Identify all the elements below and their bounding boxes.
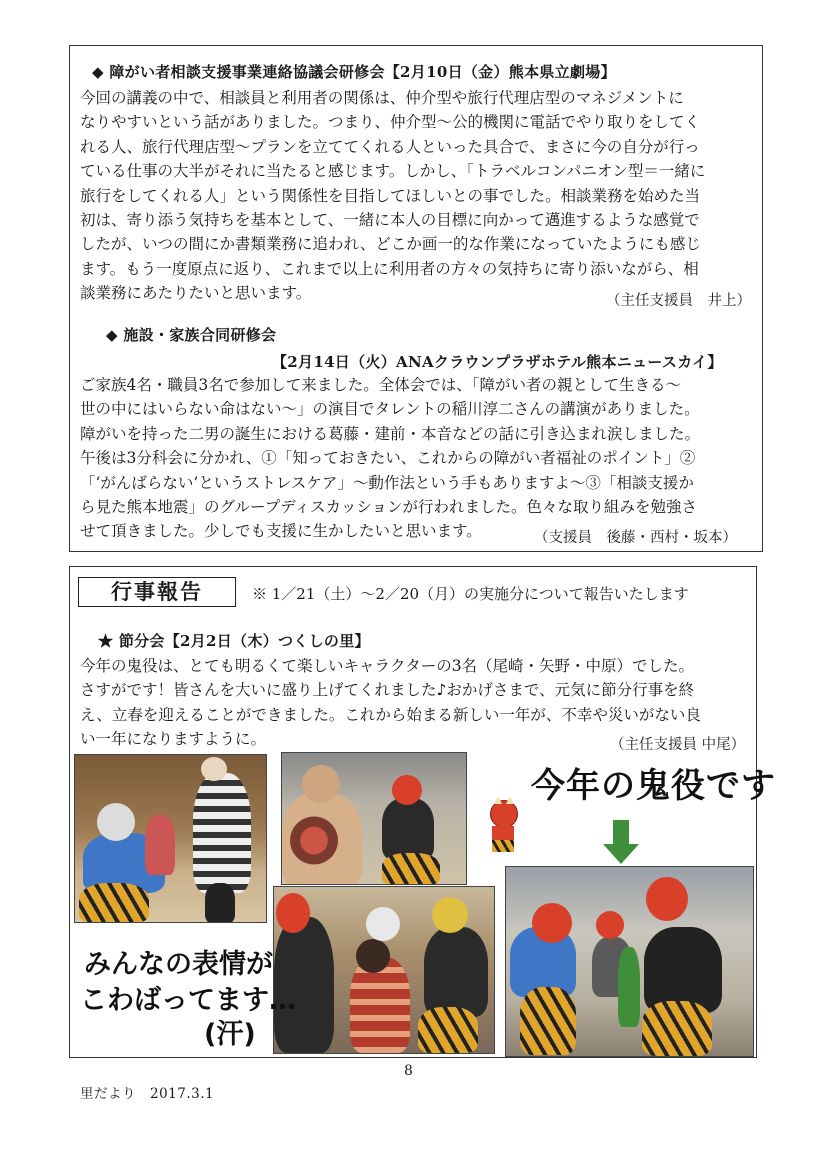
body-line: 障がいを持った二男の誕生における葛藤・建前・本音などの話に引き込まれ涙しました。 xyxy=(80,424,701,443)
body-line: 午後は3分科会に分かれ、①「知っておきたい、これからの障がい者福祉のポイント」② xyxy=(80,449,696,468)
body-line: 初は、寄り添う気持ちを基本として、一緒に本人の目標に向かって邁進するような感覚で xyxy=(80,211,700,230)
event-report-note: ※ 1／21（土）～2／20（月）の実施分について報告いたします xyxy=(252,585,689,603)
page-number: 8 xyxy=(404,1063,413,1079)
arrow-down-icon xyxy=(603,820,639,866)
body-line: 世の中にはいらない命はない～」の演目でタレントの稲川淳二さんの講演がありました。 xyxy=(80,400,700,419)
body-line: ら見た熊本地震」のグループディスカッションが行われました。色々な取り組みを勉強さ xyxy=(80,498,698,517)
section2-heading: ◆ 施設・家族合同研修会 xyxy=(106,326,277,344)
body-line: い一年になりますように。 xyxy=(80,730,267,749)
section2-signature: （支援員 後藤・西村・坂本） xyxy=(534,530,737,546)
section1-heading: ◆ 障がい者相談支援事業連絡協議会研修会【2月10日（金）熊本県立劇場】 xyxy=(92,63,616,81)
section1-body xyxy=(80,86,756,306)
caption-line-1: みんなの表情が xyxy=(84,949,273,980)
body-line: 「‘がんばらない’というストレスケア」～動作法という手もありますよ～③「相談支援か xyxy=(80,473,694,492)
photo-oni-with-participant xyxy=(281,752,467,885)
caption-line-3: (汗) xyxy=(204,1019,256,1050)
body-line: 今年の鬼役は、とても明るくて楽しいキャラクターの3名（尾崎・矢野・中原）でした。 xyxy=(80,657,695,675)
body-line: 旅行をしてくれる人」という関係性を目指してほしいとの事でした。相談業務を始めた当 xyxy=(80,186,701,205)
section3-heading: ★ 節分会【2月2日（木）つくしの里】 xyxy=(98,632,370,650)
caption-oni-this-year: 今年の鬼役です xyxy=(531,766,776,806)
body-line: ている仕事の大半がそれに当たると感じます。しかし、「トラベルコンパニオン型＝一緒に xyxy=(80,162,706,181)
body-line: 談業務にあたりたいと思います。 xyxy=(80,284,312,303)
section3-signature: （主任支援員 中尾） xyxy=(610,737,746,753)
caption-line-2: こわばってます… xyxy=(80,985,296,1016)
section1-signature: （主任支援員 井上） xyxy=(606,293,751,309)
photo-participants-frightened xyxy=(273,886,495,1054)
body-line: ます。もう一度原点に返り、これまで以上に利用者の方々の気持ちに寄り添いながら、相 xyxy=(80,259,699,278)
body-line: 今回の講義の中で、相談員と利用者の関係は、仲介型や旅行代理店型のマネジメントに xyxy=(80,89,684,107)
photo-three-oni xyxy=(505,866,754,1057)
photo-oni-chase xyxy=(74,754,267,923)
body-line: なりやすいという話がありました。つまり、仲介型～公的機関に電話でやり取りをしてく xyxy=(80,113,701,132)
body-line: さすがです！皆さんを大いに盛り上げてくれました♪おかげさまで、元気に節分行事を終 xyxy=(80,681,695,700)
newsletter-date: 里だより 2017.3.1 xyxy=(80,1086,215,1102)
event-report-title: 行事報告 xyxy=(78,577,236,607)
body-line: したが、いつの間にか書類業務に追われ、どこか画一的な作業になっていたようにも感じ xyxy=(80,235,701,254)
section2-subheading: 【2月14日（火）ANAクラウンプラザホテル熊本ニュースカイ】 xyxy=(272,353,723,371)
section2-body xyxy=(80,373,756,544)
body-line: せて頂きました。少しでも支援に生かしたいと思います。 xyxy=(80,522,482,541)
body-line: え、立春を迎えることができました。これから始まる新しい一年が、不幸や災いがない良 xyxy=(80,705,701,724)
body-line: ご家族4名・職員3名で参加して来ました。全体会では、「障がい者の親として生きる～ xyxy=(80,376,681,394)
body-line: れる人、旅行代理店型～プランを立ててくれる人といった具合で、まさに今の自分が行っ xyxy=(80,137,700,156)
oni-illustration xyxy=(486,800,520,856)
